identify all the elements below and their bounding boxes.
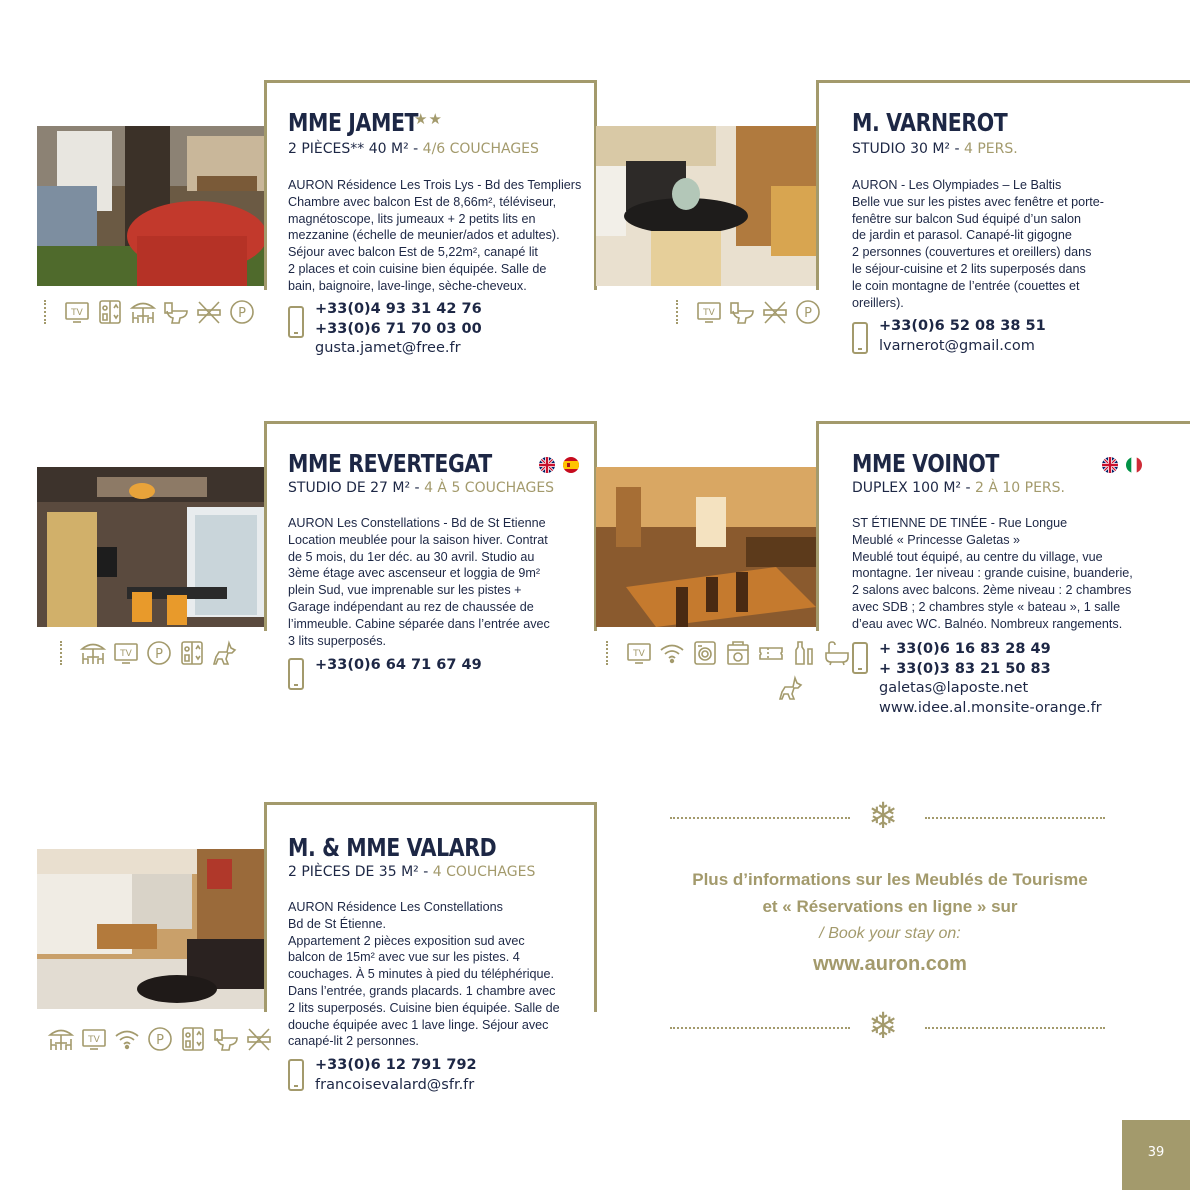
phone-number[interactable]: +33(0)6 52 08 38 51 [879,318,1046,334]
listing-name-voinot: MME VOINOT [852,449,999,478]
photo-valard [37,849,264,1009]
amenity-icons-jamet [44,297,256,326]
uk-flag-icon [1102,457,1118,473]
listing-subtitle-varnerot: STUDIO 30 M² - 4 PERS. [852,141,1018,157]
bottle-icon [789,638,818,667]
phone-icon [852,322,868,354]
pets-allowed-icon [210,638,239,667]
contact-block-jamet [315,300,482,359]
phone-number[interactable]: +33(0)6 64 71 67 49 [315,657,482,673]
pets-allowed-icon [776,673,805,702]
listing-name-valard: M. & MME VALARD [288,833,497,862]
tv-icon [694,297,723,326]
phone-icon [288,306,304,338]
italy-flag-icon [1126,457,1142,473]
amenity-icons-varnerot [676,297,822,326]
dishwasher-icon [723,638,752,667]
email-link[interactable]: gusta.jamet@free.fr [315,340,461,356]
dotted-divider [606,641,608,665]
svg-text:P: P [803,305,812,321]
contact-block-voinot [879,640,1102,718]
listing-name-jamet: MME JAMET [288,108,419,137]
spain-flag-icon [563,457,579,473]
toilet-icon [161,297,190,326]
terrace-icon [46,1024,75,1053]
wifi-icon [657,638,686,667]
info-block [670,795,1110,1045]
info-line-1: Plus d’informations sur les Meublés de Tourisme [692,870,1088,889]
dotted-divider [60,641,62,665]
elevator-icon [95,297,124,326]
rating-stars: ★★ [414,110,443,128]
ticket-icon [756,638,785,667]
svg-text:P: P [237,305,246,321]
amenity-icons-valard [46,1024,273,1053]
listing-description-jamet: AURON Résidence Les Trois Lys - Bd des Templiers Chambre avec balcon Est de 8,66m², téléviseur, magnétoscope, lits jumeaux + 2 petits lits en mezzanine (échelle de meunier/ados et adultes). Séjour avec balcon Est de 5,22m², canapé lit 2 places et coin cuisine bien équipée. Salle de bain, baignoire, lave-linge, sèche-cheveux. [288,178,582,293]
email-link[interactable]: francoisevalard@sfr.fr [315,1076,475,1093]
photo-jamet [37,126,264,286]
tv-icon [79,1024,108,1053]
photo-voinot [596,467,816,627]
elevator-icon [178,1024,207,1053]
parking-icon [793,297,822,326]
listing-description-varnerot: AURON - Les Olympiades – Le Baltis Belle vue sur les pistes avec fenêtre et porte- fenêtre sur balcon Sud équipé d’un salon de jardin et parasol. Canapé-lit gigogne 2 personnes (couvertures et oreillers) dans le séjour-cuisine et 2 lits superposés dans le coin montagne de l’entrée (couettes et oreillers). [852,178,1105,310]
snowflake-icon: ❄ [868,796,899,837]
dotted-divider [676,300,678,324]
phone-number[interactable]: + 33(0)3 83 21 50 83 [879,660,1051,677]
dotted-divider [670,1027,850,1029]
listing-subtitle-voinot: DUPLEX 100 M² - 2 À 10 PERS. [852,480,1065,496]
info-line-2: et « Réservations en ligne » sur [762,897,1018,916]
email-link[interactable]: galetas@laposte.net [879,680,1029,696]
listing-subtitle-jamet: 2 PIÈCES** 40 M² - 4/6 COUCHAGES [288,141,539,157]
snowflake-icon: ❄ [868,1006,899,1047]
svg-text:TV: TV [632,648,645,659]
dotted-divider [925,1027,1105,1029]
wifi-icon [112,1024,141,1053]
phone-icon [288,658,304,690]
terrace-icon [78,638,107,667]
svg-text:P: P [154,646,163,662]
photo-varnerot [596,126,816,286]
uk-flag-icon [539,457,555,473]
no-smoking-icon [194,297,223,326]
email-link[interactable]: lvarnerot@gmail.com [879,337,1035,354]
listing-subtitle-revertegat: STUDIO DE 27 M² - 4 À 5 COUCHAGES [288,480,555,496]
phone-icon [852,642,868,674]
parking-icon [227,297,256,326]
svg-text:TV: TV [702,307,715,318]
dotted-divider [44,300,46,324]
contact-block-varnerot [879,317,1046,356]
info-line-3: / Book your stay on: [819,925,961,942]
tv-icon [62,297,91,326]
parking-icon [145,1024,174,1053]
bathtub-icon [822,638,851,667]
phone-number[interactable]: +33(0)6 71 70 03 00 [315,320,482,337]
tv-icon [624,638,653,667]
toilet-icon [211,1024,240,1053]
dotted-divider [925,817,1105,819]
terrace-icon [128,297,157,326]
website-link[interactable]: www.idee.al.monsite-orange.fr [879,699,1102,716]
listing-name-varnerot: M. VARNEROT [852,108,1008,137]
phone-number[interactable]: + 33(0)6 16 83 28 49 [879,641,1051,657]
elevator-icon [177,638,206,667]
auron-website-link[interactable]: www.auron.com [813,953,967,975]
listing-description-revertegat: AURON Les Constellations - Bd de St Etienne Location meublée pour la saison hiver. Contrat de 5 mois, du 1er déc. au 30 avril. Studio au 3ème étage avec ascenseur et loggia de 9m² plein Sud, vue imprenable sur les pistes + Garage indépendant au rez de chaussée de l’immeuble. Cabine séparée dans l’entrée avec 3 lits superposés. [288,516,550,648]
photo-revertegat [37,467,264,627]
svg-text:P: P [155,1032,164,1048]
svg-text:TV: TV [87,1034,100,1045]
listing-description-valard: AURON Résidence Les Constellations Bd de St Étienne. Appartement 2 pièces exposition sud avec balcon de 15m² avec vue sur les pistes. 4 couchages. À 5 minutes à pied du téléphérique. Dans l’entrée, grands placards. 1 chambre avec 2 lits superposés. Cuisine bien équipée. Salle de douche équipée avec 1 lave linge. Séjour avec canapé-lit 2 personnes. [288,900,560,1049]
contact-block-valard [315,1056,477,1095]
phone-number[interactable]: +33(0)6 12 791 792 [315,1057,477,1073]
listing-name-revertegat: MME REVERTEGAT [288,449,492,478]
phone-number[interactable]: +33(0)4 93 31 42 76 [315,301,482,317]
svg-text:TV: TV [119,648,132,659]
tv-icon [111,638,140,667]
no-smoking-icon [760,297,789,326]
svg-text:TV: TV [70,307,83,318]
no-smoking-icon [244,1024,273,1053]
dotted-divider [670,817,850,819]
contact-block-revertegat [315,656,482,676]
amenity-icons-revertegat [60,638,239,667]
toilet-icon [727,297,756,326]
phone-icon [288,1059,304,1091]
listing-description-voinot: ST ÉTIENNE DE TINÉE - Rue Longue Meublé « Princesse Galetas » Meublé tout équipé, au centre du village, vue montagne. 1er niveau : grande cuisine, buanderie, 2 salons avec balcons. 2ème niveau : 2 chambres avec SDB ; 2 chambres style « bateau », 1 salle d’eau avec WC. Balnéo. Nombreux rangements. [852,516,1133,631]
page-number: 39 [1122,1120,1190,1190]
listing-subtitle-valard: 2 PIÈCES DE 35 M² - 4 COUCHAGES [288,864,536,880]
washing-machine-icon [690,638,719,667]
amenity-icons-voinot [606,638,851,667]
parking-icon [144,638,173,667]
